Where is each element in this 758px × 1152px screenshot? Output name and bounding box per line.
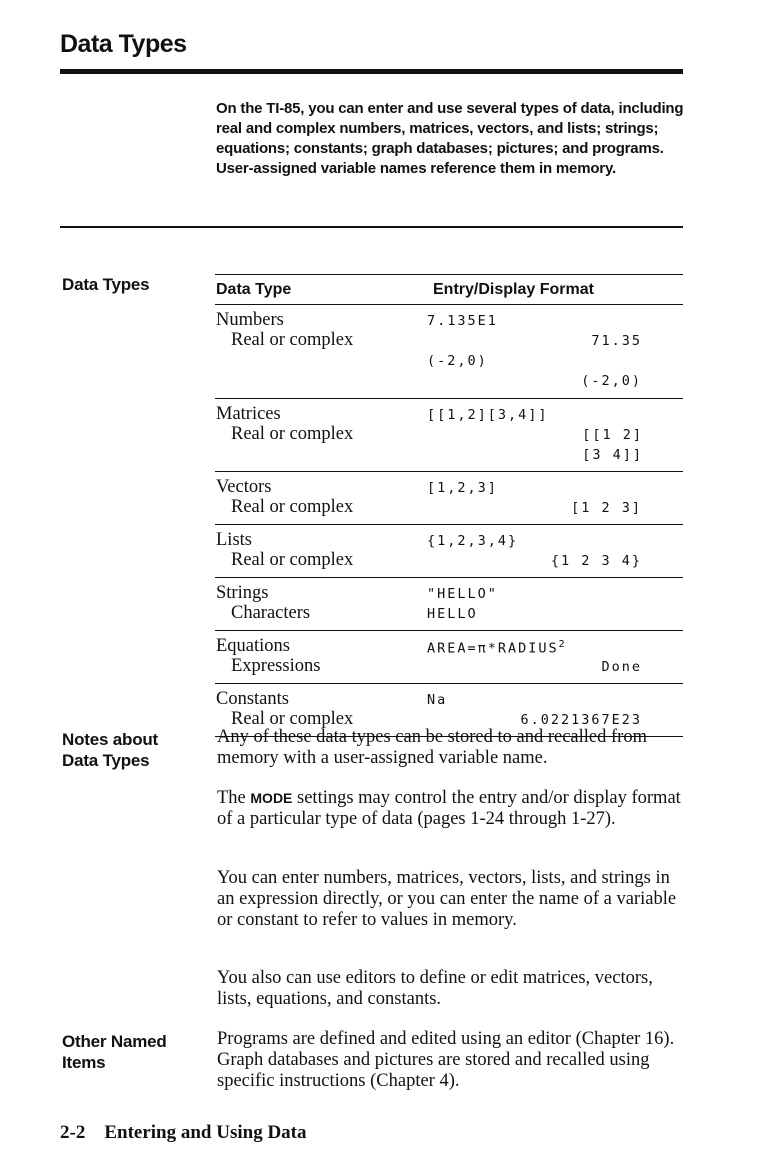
section-label-line: Other Named bbox=[62, 1032, 167, 1051]
equation-text: AREA=π*RADIUS bbox=[427, 640, 559, 657]
table-row-strings bbox=[215, 578, 683, 631]
data-type-label: Matrices bbox=[216, 404, 281, 424]
data-type-label: Equations bbox=[216, 636, 290, 656]
data-subtype-label: Expressions bbox=[231, 656, 321, 676]
display-format: 6.0221367E23 bbox=[520, 712, 642, 728]
section-rule bbox=[60, 226, 683, 228]
data-subtype-label: Characters bbox=[231, 603, 311, 623]
table-row-equations bbox=[215, 631, 683, 684]
entry-format: (-2,0) bbox=[427, 353, 488, 369]
entry-format: "HELLO" bbox=[427, 586, 498, 602]
display-format: [3 4]] bbox=[582, 447, 643, 463]
entry-format: {1,2,3,4} bbox=[427, 533, 519, 549]
data-subtype-label: Real or complex bbox=[231, 330, 354, 350]
notes-text: settings may control the entry and/or display format of a particular type of data (pages 1-24 through 1-27). bbox=[217, 788, 681, 829]
data-type-label: Constants bbox=[216, 689, 289, 709]
page-number: 2-2 bbox=[60, 1122, 86, 1143]
table-row-matrices bbox=[215, 399, 683, 472]
section-label-notes bbox=[62, 729, 158, 771]
display-format: [1 2 3] bbox=[571, 500, 642, 516]
data-type-label: Numbers bbox=[216, 310, 284, 330]
data-types-table bbox=[215, 274, 683, 737]
intro-paragraph: On the TI-85, you can enter and use several types of data, including real and complex numbers, matrices, vectors, and lists; strings; equations; constants; graph databases; pictures; and programs. User-assigned variable names reference them in memory. bbox=[216, 100, 684, 177]
table-header-data-type: Data Type bbox=[216, 281, 292, 298]
data-type-label: Vectors bbox=[216, 477, 272, 497]
section-label-line: Items bbox=[62, 1053, 106, 1072]
notes-paragraph-2 bbox=[217, 788, 687, 830]
notes-paragraph-1: Any of these data types can be stored to and recalled from memory with a user-assigned variable name. bbox=[217, 727, 647, 768]
equation-exponent: 2 bbox=[558, 639, 565, 650]
section-label-line: Notes about bbox=[62, 730, 159, 749]
table-row-vectors bbox=[215, 472, 683, 525]
display-format: 71.35 bbox=[591, 333, 642, 349]
title-rule bbox=[60, 69, 683, 74]
other-items-paragraph: Programs are defined and edited using an editor (Chapter 16). Graph databases and pictures are stored and recalled using specific instructions (Chapter 4). bbox=[217, 1029, 675, 1091]
entry-format: Na bbox=[427, 692, 448, 708]
display-format: (-2,0) bbox=[581, 373, 642, 389]
entry-format bbox=[427, 639, 565, 657]
display-format: {1 2 3 4} bbox=[550, 553, 642, 569]
notes-paragraph-4: You also can use editors to define or edit matrices, vectors, lists, equations, and constants. bbox=[217, 968, 653, 1009]
data-subtype-label: Real or complex bbox=[231, 709, 354, 729]
entry-format: 7.135E1 bbox=[427, 313, 498, 329]
mode-keyword: MODE bbox=[250, 790, 293, 806]
section-label-line: Data Types bbox=[62, 751, 150, 770]
display-format: HELLO bbox=[427, 606, 478, 622]
data-type-label: Strings bbox=[216, 583, 269, 603]
notes-text: The bbox=[217, 788, 246, 808]
data-type-label: Lists bbox=[216, 530, 252, 550]
data-subtype-label: Real or complex bbox=[231, 424, 354, 444]
page-footer bbox=[60, 1122, 307, 1144]
entry-format: [1,2,3] bbox=[427, 480, 498, 496]
chapter-title: Entering and Using Data bbox=[104, 1122, 307, 1143]
section-label-data-types: Data Types bbox=[62, 275, 150, 294]
table-header-entry-display-format: Entry/Display Format bbox=[433, 281, 594, 298]
display-format: Done bbox=[601, 659, 642, 675]
data-subtype-label: Real or complex bbox=[231, 497, 354, 517]
table-row-numbers bbox=[215, 305, 683, 399]
data-subtype-label: Real or complex bbox=[231, 550, 354, 570]
notes-paragraph-3: You can enter numbers, matrices, vectors, lists, and strings in an expression directly, or you can enter the name of a variable or constant to refer to values in memory. bbox=[217, 868, 677, 930]
page-title: Data Types bbox=[60, 30, 187, 58]
table-header bbox=[215, 274, 683, 305]
table-row-lists bbox=[215, 525, 683, 578]
entry-format: [[1,2][3,4]] bbox=[427, 407, 549, 423]
section-label-other-named-items bbox=[62, 1031, 167, 1073]
display-format: [[1 2] bbox=[582, 427, 643, 443]
